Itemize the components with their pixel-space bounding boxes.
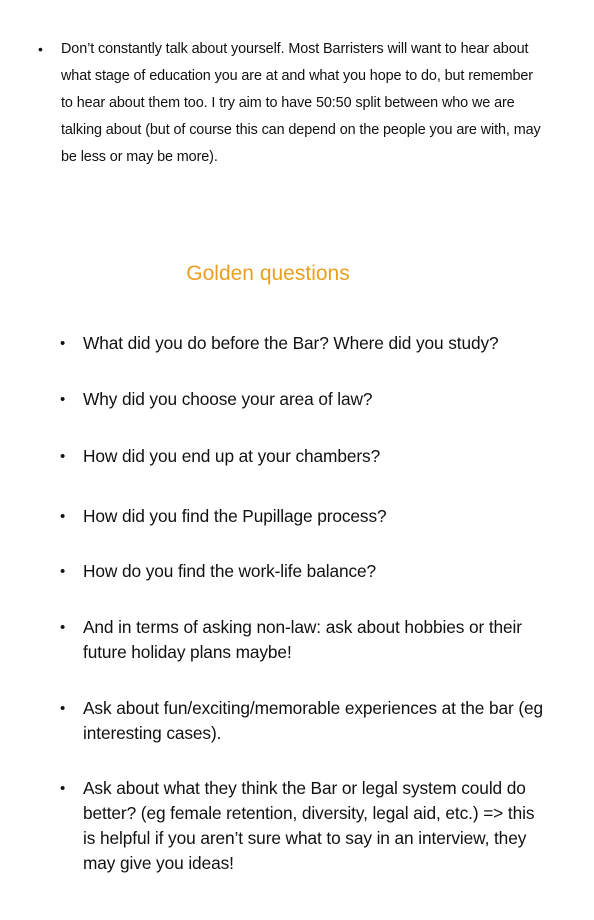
question-text: How do you find the work-life balance? xyxy=(83,561,377,581)
section-heading: Golden questions xyxy=(186,262,350,285)
question-text: What did you do before the Bar? Where did you study? xyxy=(83,333,499,353)
bullet-icon: • xyxy=(60,508,66,525)
bullet-icon: • xyxy=(38,41,43,57)
bullet-icon: • xyxy=(60,335,66,352)
question-text: Ask about what they think the Bar or legal system could do better? (eg female retention, diversity, legal aid, etc.) => this is helpful if you aren’t sure what to say in an interview, they may give you ideas! xyxy=(83,778,535,873)
bullet-icon: • xyxy=(60,780,66,797)
question-item xyxy=(60,776,550,876)
question-item xyxy=(60,559,550,584)
bullet-icon: • xyxy=(60,391,66,408)
question-item xyxy=(60,444,550,469)
bullet-icon: • xyxy=(60,700,66,717)
question-text: Ask about fun/exciting/memorable experiences at the bar (eg interesting cases). xyxy=(83,698,543,743)
question-text: And in terms of asking non-law: ask about hobbies or their future holiday plans maybe! xyxy=(83,617,522,662)
question-text: How did you end up at your chambers? xyxy=(83,446,381,466)
question-text: How did you find the Pupillage process? xyxy=(83,506,387,526)
question-item xyxy=(60,331,550,356)
question-item xyxy=(60,696,550,746)
bullet-icon: • xyxy=(60,448,66,465)
intro-bullet-item xyxy=(38,36,548,171)
question-text: Why did you choose your area of law? xyxy=(83,389,373,409)
question-item xyxy=(60,387,550,412)
bullet-icon: • xyxy=(60,563,66,580)
bullet-icon: • xyxy=(60,619,66,636)
question-item xyxy=(60,504,550,529)
question-item xyxy=(60,615,550,665)
intro-paragraph: Don’t constantly talk about yourself. Most Barristers will want to hear about what stage of education you are at and what you hope to do, but remember to hear about them too. I try aim to have 50:50 split between who we are talking about (but of course this can depend on the people you are with, may be less or may be more). xyxy=(61,41,541,165)
